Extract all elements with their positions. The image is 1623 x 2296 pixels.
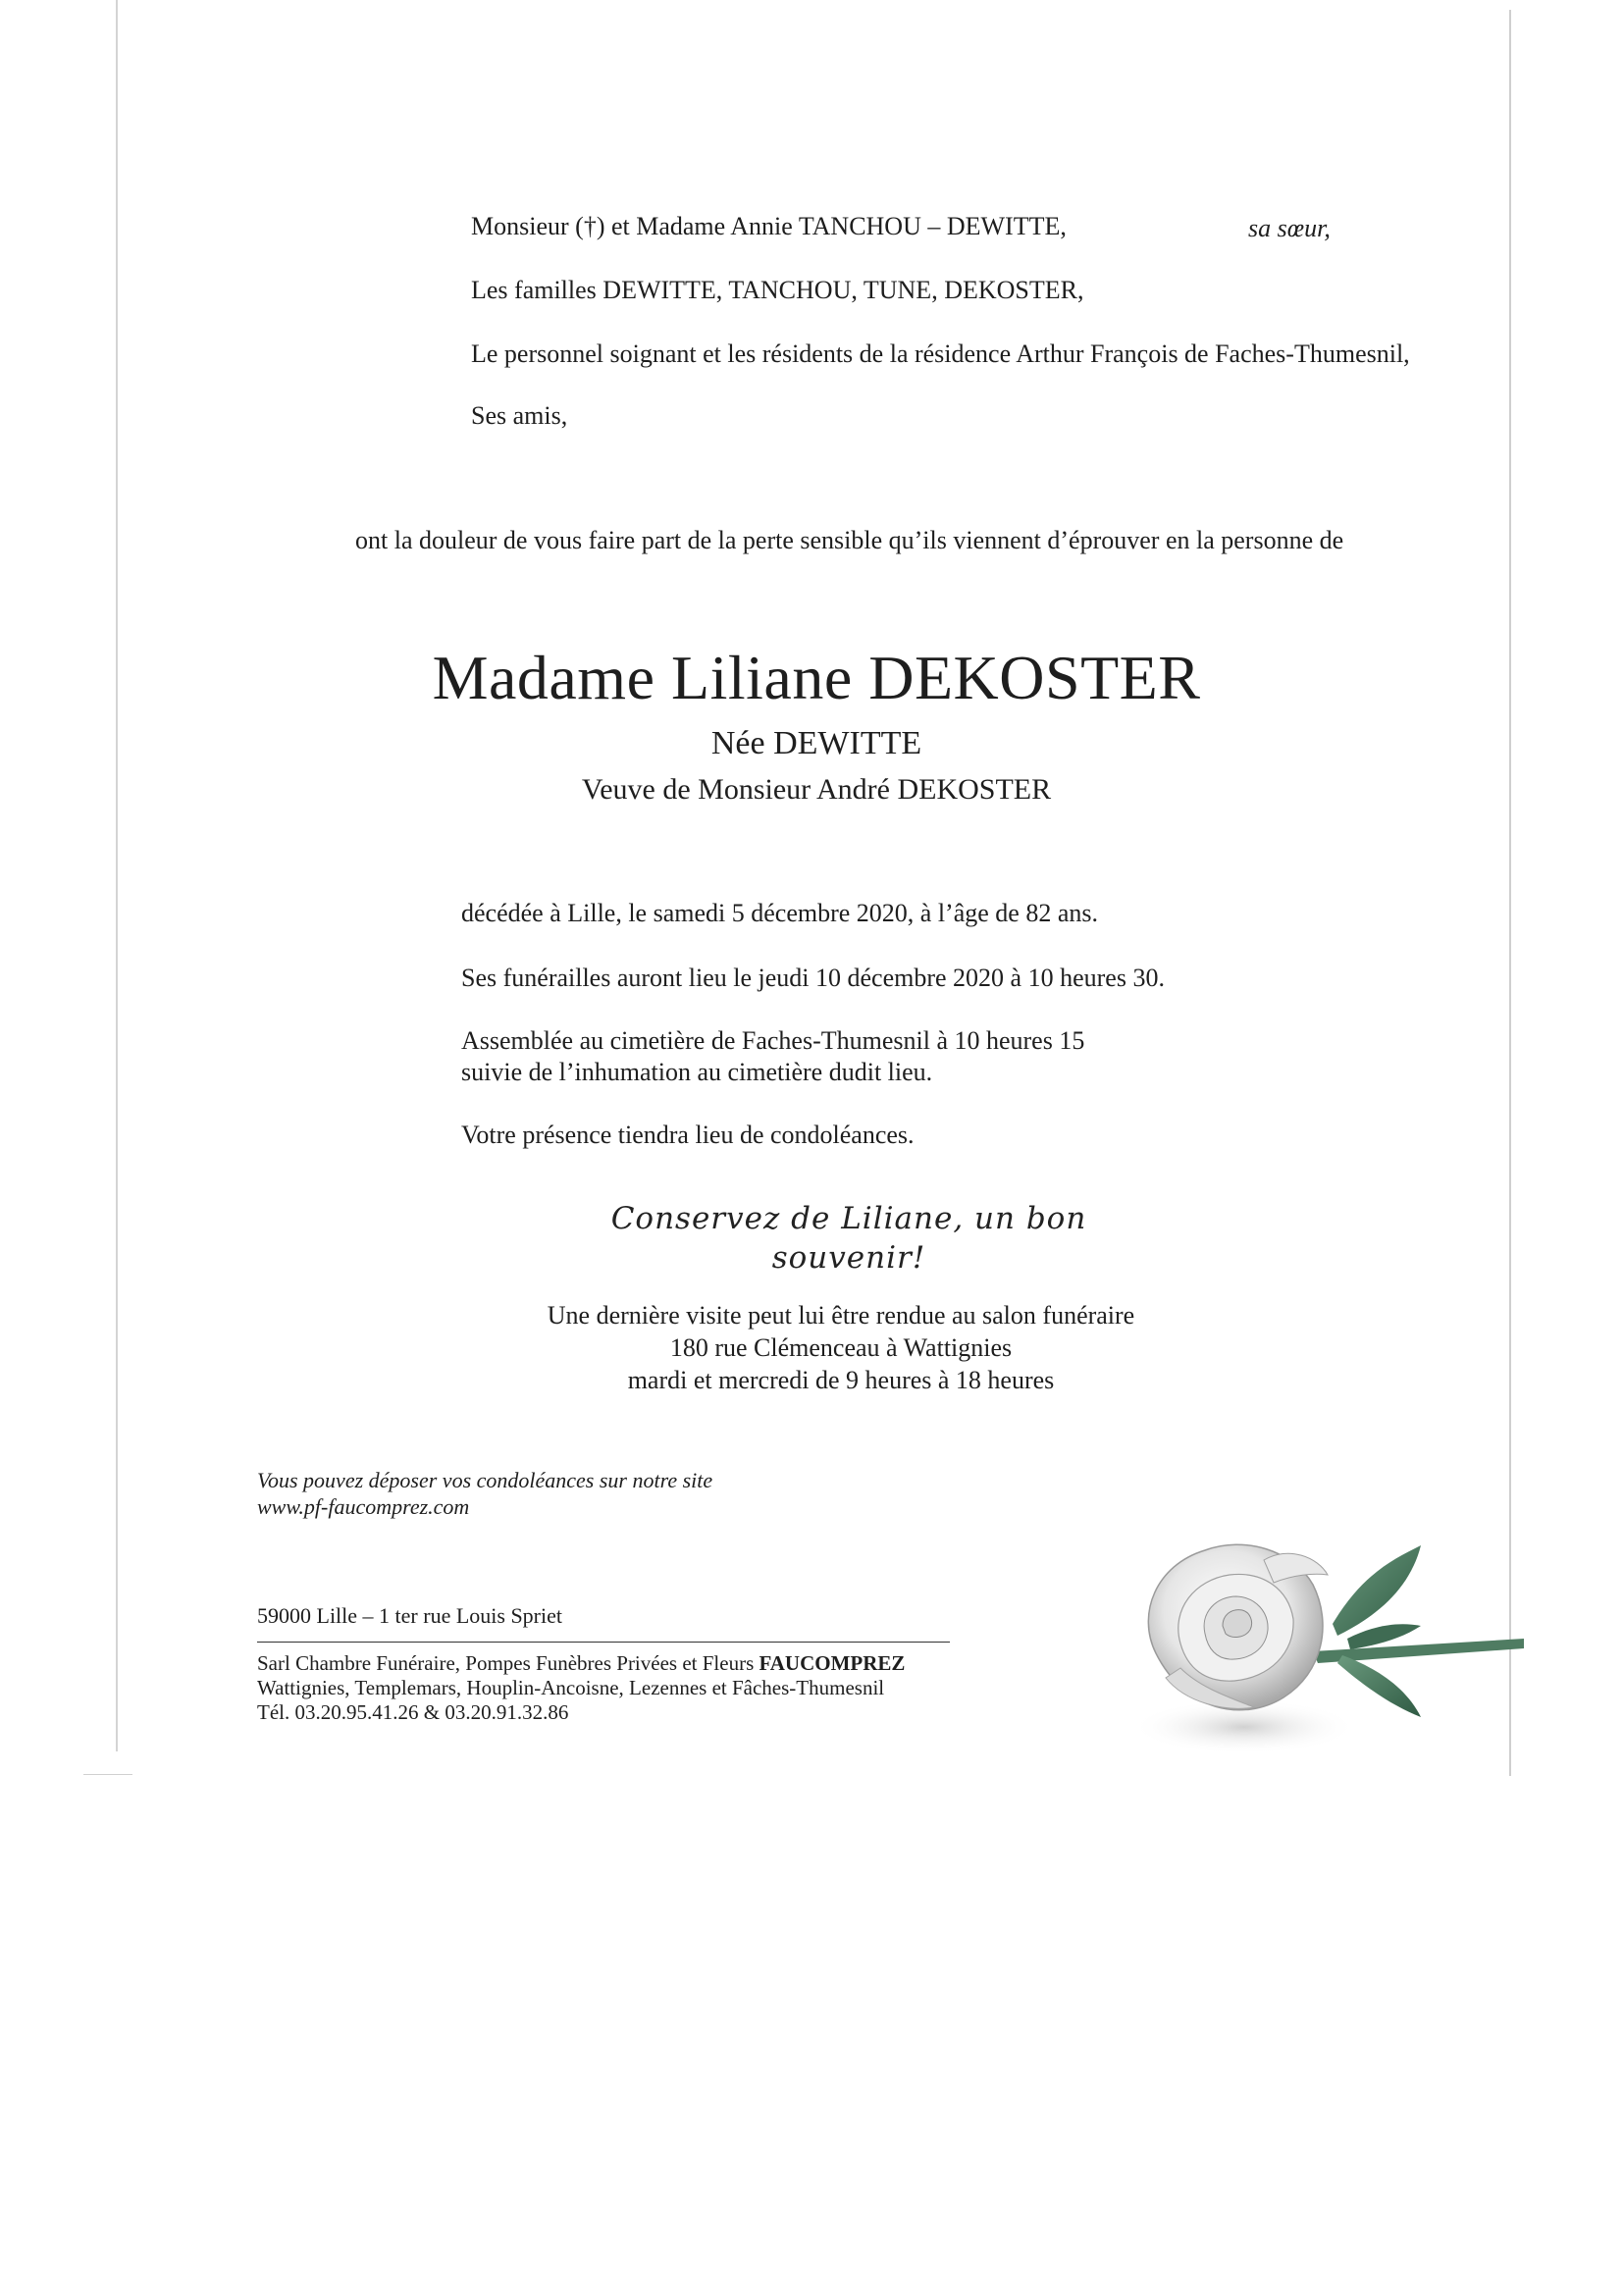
website-link[interactable]: www.pf-faucomprez.com <box>257 1494 470 1519</box>
family-line-sister: Monsieur (†) et Madame Annie TANCHOU – DEWITTE, <box>471 212 1067 240</box>
assembly-line-1: Assemblée au cimetière de Faches-Thumesnil à 10 heures 15 <box>461 1026 1085 1055</box>
visit-line-2: 180 rue Clémenceau à Wattignies <box>669 1333 1013 1362</box>
visit-line-1: Une dernière visite peut lui être rendue au salon funéraire <box>547 1301 1135 1330</box>
white-rose-icon <box>1126 1506 1529 1771</box>
deceased-widow-of: Veuve de Monsieur André DEKOSTER <box>581 773 1052 806</box>
company-description: Sarl Chambre Funéraire, Pompes Funèbres Privées et Fleurs <box>257 1651 755 1675</box>
online-condolences-text: Vous pouvez déposer vos condoléances sur notre site <box>257 1468 713 1492</box>
family-line-families: Les familles DEWITTE, TANCHOU, TUNE, DEKOSTER, <box>471 276 1084 304</box>
company-name: FAUCOMPREZ <box>759 1651 906 1675</box>
memory-script-line: Conservez de Liliane, un bon souvenir! <box>610 1201 1087 1276</box>
family-line-staff: Le personnel soignant et les résidents de la résidence Arthur François de Faches-Thumesnil, <box>471 339 1410 368</box>
office-address: 59000 Lille – 1 ter rue Louis Spriet <box>257 1603 562 1628</box>
company-locations: Wattignies, Templemars, Houplin-Ancoisne, Lezennes et Fâches-Thumesnil <box>257 1676 885 1699</box>
page-edge-left <box>116 0 118 1751</box>
family-relation-sister: sa sœur, <box>1248 214 1331 242</box>
funeral-details: Ses funérailles auront lieu le jeudi 10 décembre 2020 à 10 heures 30. <box>461 964 1165 992</box>
death-details: décédée à Lille, le samedi 5 décembre 2020, à l’âge de 82 ans. <box>461 899 1098 927</box>
page-edge-bottom <box>83 1774 132 1775</box>
deceased-maiden-name: Née DEWITTE <box>710 725 922 761</box>
deceased-name: Madame Liliane DEKOSTER <box>432 643 1201 712</box>
announcement-text: ont la douleur de vous faire part de la perte sensible qu’ils viennent d’éprouver en la personne de <box>355 526 1344 554</box>
condolences-note: Votre présence tiendra lieu de condoléances. <box>461 1121 915 1149</box>
family-line-friends: Ses amis, <box>471 401 568 430</box>
visit-line-3: mardi et mercredi de 9 heures à 18 heures <box>627 1366 1055 1394</box>
assembly-line-2: suivie de l’inhumation au cimetière dudit lieu. <box>461 1058 933 1086</box>
company-line-1 <box>257 1651 905 1676</box>
company-phone: Tél. 03.20.95.41.26 & 03.20.91.32.86 <box>257 1700 569 1724</box>
footer-divider <box>257 1642 950 1643</box>
